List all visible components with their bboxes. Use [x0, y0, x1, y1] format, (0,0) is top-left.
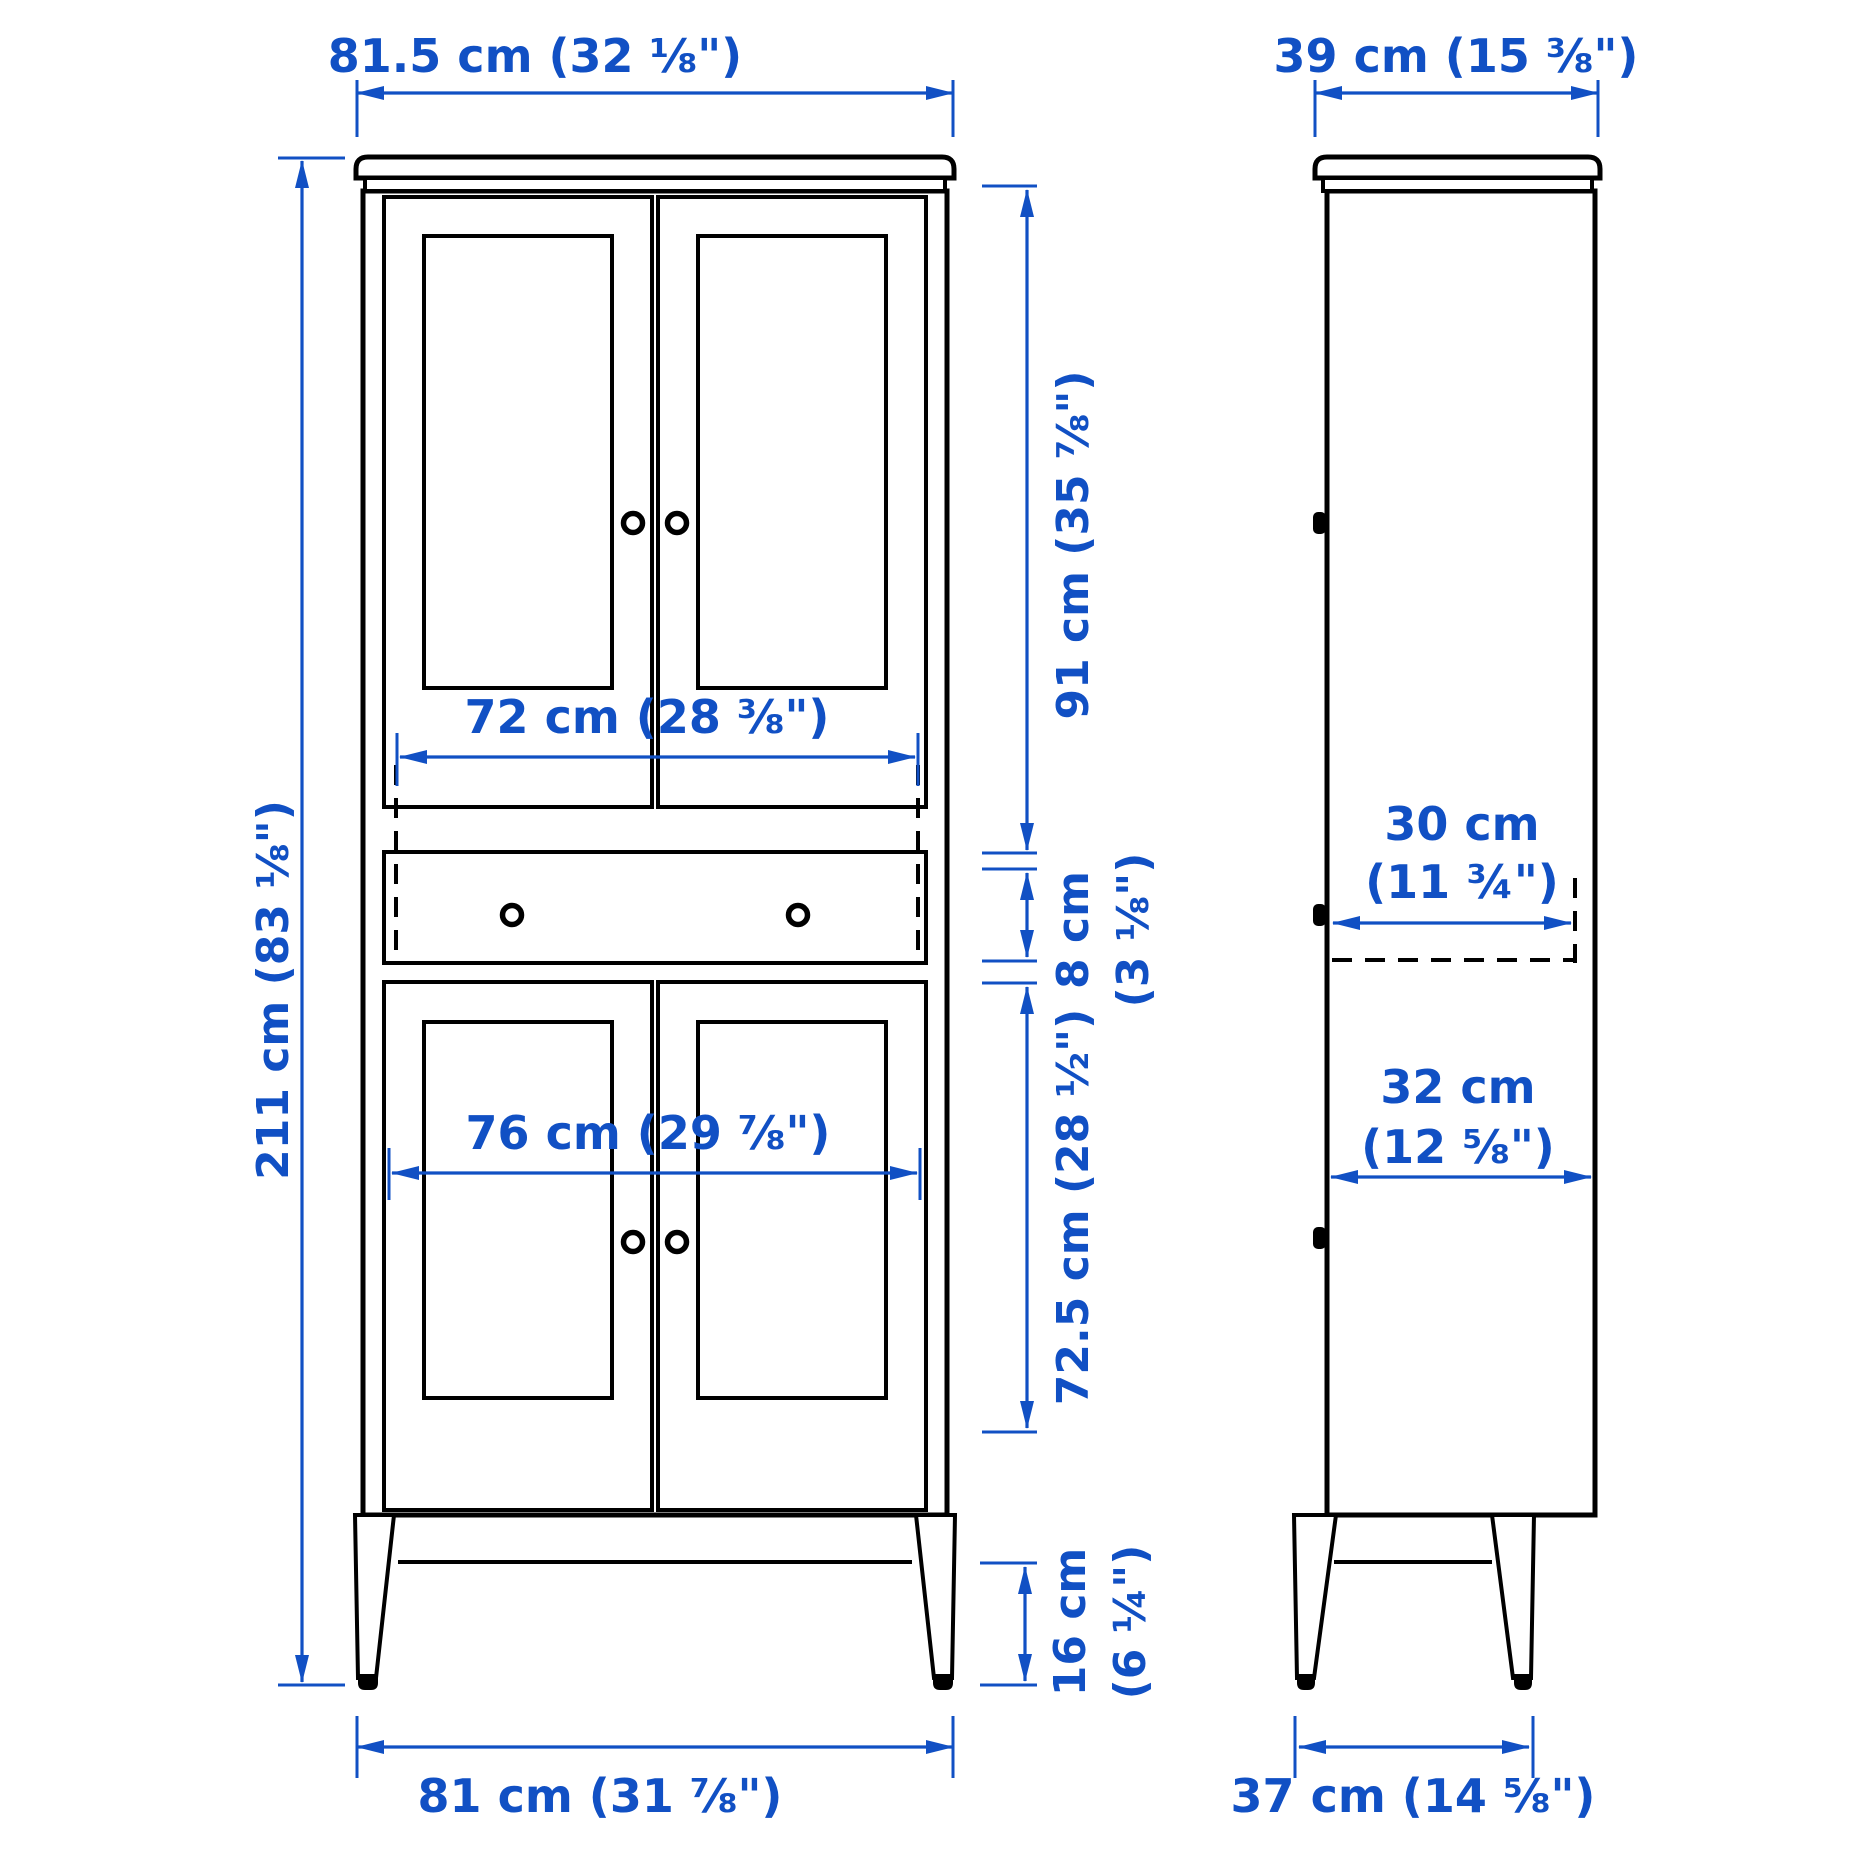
dim-top-depth: [1274, 29, 1639, 137]
upper-right-glass-panel: [698, 236, 886, 688]
dim-bottom-depth: [1231, 1716, 1596, 1823]
dim-upper-inner-width-label: 72 cm (28 ⅜"): [464, 690, 830, 744]
lower-left-panel: [424, 1022, 612, 1398]
dim-drawer-depth-label-1: 30 cm: [1384, 797, 1540, 851]
dim-lower-section-height: [982, 983, 1099, 1432]
dim-top-depth-label: 39 cm (15 ⅜"): [1273, 29, 1639, 83]
front-left-leg-foot: [358, 1674, 378, 1690]
dim-bottom-width: [357, 1716, 953, 1823]
dim-drawer-depth-label-2: (11 ¾"): [1365, 855, 1559, 909]
cornice-top: [356, 157, 954, 178]
dim-interior-depth-label-1: 32 cm: [1380, 1060, 1536, 1114]
front-right-leg: [916, 1515, 955, 1678]
dim-bottom-width-label: 81 cm (31 ⅞"): [417, 1769, 783, 1823]
dim-total-height-label: 211 cm (83 ⅛"): [248, 800, 299, 1180]
dim-upper-section-height-label: 91 cm (35 ⅞"): [1048, 370, 1099, 720]
lower-right-door-knob: [668, 1233, 687, 1252]
upper-right-door-knob: [668, 514, 687, 533]
dim-lower-section-height-label: 72.5 cm (28 ½"): [1048, 1008, 1099, 1406]
drawer-knob-right: [789, 906, 808, 925]
side-cornice-top: [1315, 157, 1600, 178]
dim-total-height: [248, 158, 345, 1685]
side-drawer-knob: [1313, 904, 1326, 926]
cornice-lip: [365, 178, 945, 191]
front-view: [355, 157, 955, 1690]
side-lower-knob: [1313, 1227, 1326, 1249]
front-left-leg: [355, 1515, 394, 1678]
upper-left-door-knob: [624, 514, 643, 533]
side-body: [1327, 191, 1595, 1515]
side-front-leg: [1294, 1515, 1336, 1678]
drawer-knob-left: [503, 906, 522, 925]
upper-left-glass-panel: [424, 236, 612, 688]
side-front-leg-foot: [1297, 1674, 1315, 1690]
dim-drawer-height-label-2: (3 ⅛"): [1108, 852, 1159, 1008]
side-upper-knob: [1313, 512, 1326, 534]
dim-bottom-depth-label: 37 cm (14 ⅝"): [1230, 1769, 1596, 1823]
front-right-leg-foot: [933, 1674, 953, 1690]
drawer-front: [384, 852, 926, 963]
dim-lower-inner-width-label: 76 cm (29 ⅞"): [465, 1106, 831, 1160]
dim-drawer-height-label-1: 8 cm: [1048, 871, 1099, 989]
lower-right-panel: [698, 1022, 886, 1398]
dim-interior-depth-label-2: (12 ⅝"): [1361, 1120, 1555, 1174]
side-back-leg-foot: [1514, 1674, 1532, 1690]
side-cornice-lip: [1323, 178, 1592, 191]
dim-leg-height-label-2: (6 ¼"): [1105, 1544, 1156, 1700]
dim-leg-height-label-1: 16 cm: [1045, 1547, 1096, 1697]
dim-top-width: [328, 29, 953, 137]
side-back-leg: [1492, 1515, 1534, 1678]
dim-leg-height: [980, 1545, 1156, 1700]
dim-top-width-label: 81.5 cm (32 ⅛"): [327, 29, 743, 83]
lower-left-door-knob: [624, 1233, 643, 1252]
dim-upper-section-height: [982, 186, 1099, 853]
